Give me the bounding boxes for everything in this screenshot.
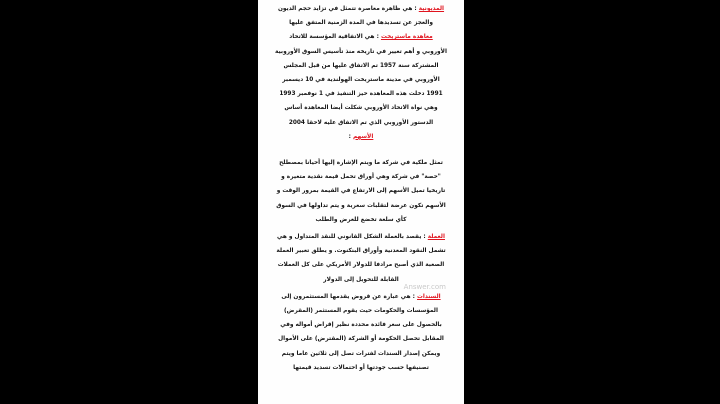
- colon: :: [348, 133, 351, 140]
- text-fragment: : يقصد بالعملة الشكل القانوني للنقد المتداول و هي: [277, 234, 426, 241]
- text-line: بالحصول على سعر فائدة محددة نظير إقراض أمواله وفي: [280, 322, 442, 329]
- text-line: تصنيفها حسب جودتها أو احتمالات تسديد قيمتها: [293, 364, 429, 371]
- text-line: [260, 290, 462, 304]
- text-line: الأوروبي في مدينة ماستريخت الهولندية في 10 ديسمبر: [282, 77, 440, 84]
- section-currency: [260, 230, 462, 287]
- text-line: الدستور الأوروبي الذي تم الاتفاق عليه لاحقا 2004: [288, 119, 434, 126]
- text-fragment: : هي الاتفاقية المؤسسة للاتحاد: [289, 34, 379, 41]
- text-line: [260, 230, 462, 244]
- text-line: [260, 2, 462, 16]
- text-line: الصعبة الذي أصبح مرادفا للدولار الأمريكي على كل العملات: [277, 262, 445, 269]
- term-title: معاهدة ماستريخت: [380, 34, 433, 41]
- text-line: 1991 دخلت هذه المعاهدة حيز التنفيذ في 1 نوفمبر 1993: [279, 91, 443, 98]
- text-line: تشمل النقود المعدنية وأوراق البنكنوت. و يطلق تعبير العملة: [276, 248, 446, 255]
- text-line: ويمكن إصدار السندات لفترات تصل إلى ثلاثين عاما ويتم: [281, 350, 441, 357]
- text-line: كأي سلعة تخضع للعرض والطلب: [315, 216, 407, 223]
- text-line: [260, 30, 462, 44]
- document-page: [258, 0, 464, 404]
- text-line: "حصة" في شركة وهي أوراق تحمل قيمة نقدية متغيرة و: [281, 174, 441, 181]
- term-title: العملة: [427, 234, 445, 241]
- watermark: Answer.com: [403, 283, 446, 291]
- text-fragment: : هي ظاهرة معاصرة تتمثل في تزايد حجم الديون: [277, 6, 417, 12]
- section-maastricht: [260, 30, 462, 129]
- section-debt: [260, 2, 462, 30]
- text-line: والعجز عن تسديدها في المدة الزمنية المتفق عليها: [289, 20, 433, 27]
- document-text: [258, 2, 464, 375]
- text-line: المقابل تحصل الحكومة أو الشركة (المقترض) على الأموال: [278, 336, 444, 343]
- term-title: الأسهم: [352, 133, 374, 140]
- text-line: المؤسسات والحكومات حيث يقوم المستثمر (المقرض): [284, 308, 438, 315]
- text-line: تاريخيا تميل الأسهم إلى الارتفاع في القيمة بمرور الوقت و: [276, 188, 446, 195]
- term-title: السندات: [417, 293, 441, 300]
- text-line: الأوروبي و أهم تغيير في تاريخه منذ تأسيس السوق الأوروبية: [275, 48, 447, 55]
- term-title: المديونية: [418, 6, 445, 12]
- text-line: تمثل ملكية في شركة ما ويتم الإشارة إليها أحيانا بمصطلح: [279, 160, 443, 167]
- text-line: وهي نواة الاتحاد الأوروبي شكلت أيضا المعاهدة أساس: [284, 105, 438, 112]
- section-bonds: [260, 290, 462, 375]
- text-fragment: : هي عبارة عن قروض يقدمها المستثمرون إلى: [281, 293, 415, 300]
- section-stocks: [260, 130, 462, 227]
- text-line: [260, 130, 462, 144]
- text-line: الأسهم تكون عرضة لتقلبات سعرية و يتم تداولها في السوق: [276, 202, 446, 209]
- text-line: القابلة للتحويل إلى الدولار: [323, 276, 399, 283]
- text-line: المشتركة سنة 1957 تم الاتفاق عليها من قبل المجلس: [283, 62, 439, 69]
